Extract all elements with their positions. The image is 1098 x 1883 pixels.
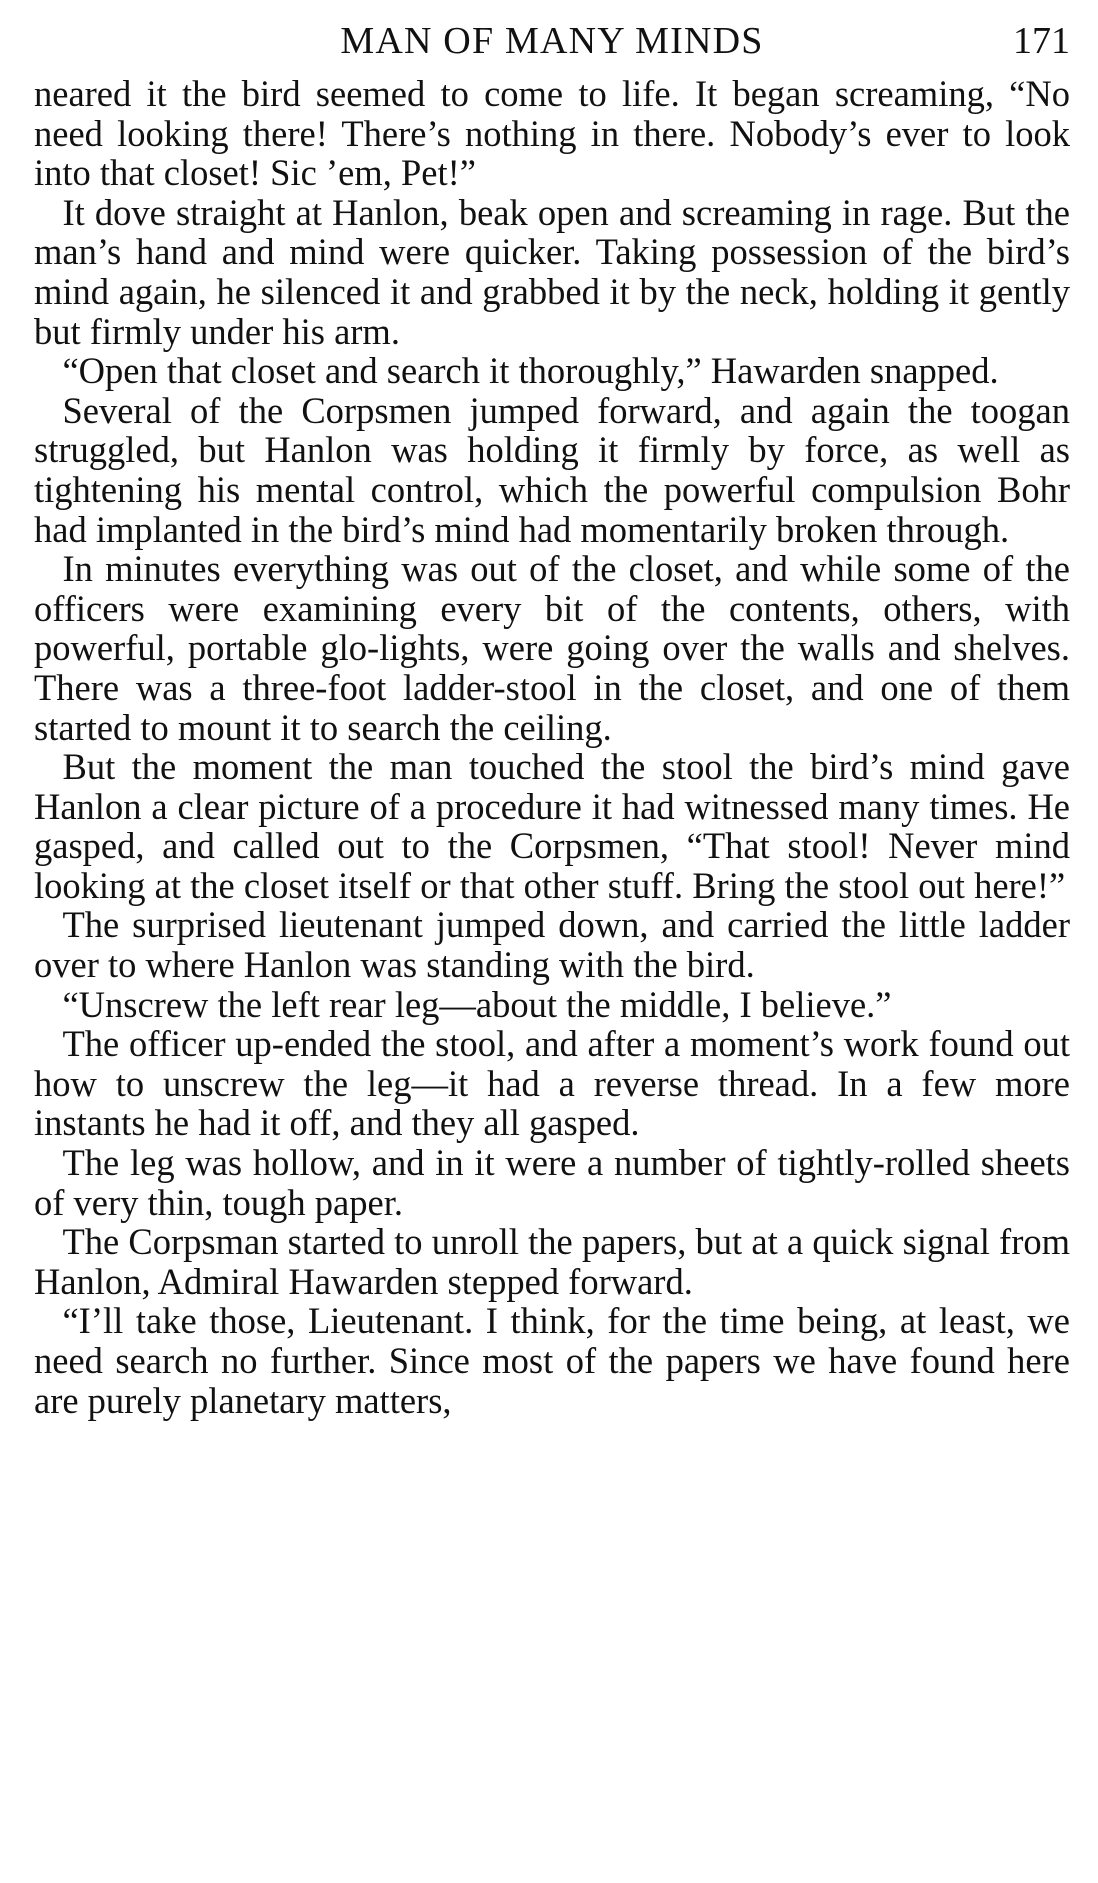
paragraph: But the moment the man touched the stool the bird’s mind gave Hanlon a clear picture of a procedure it had witnessed many times. He gasped, and called out to the Corpsmen, “That stool! Never mind looking at the closet itself or that other stuff. Bring the stool out here!” [34,746,1070,906]
paragraph: The Corpsman started to unroll the papers, but at a quick signal from Hanlon, Admiral Hawarden stepped forward. [34,1221,1070,1302]
paragraph: Several of the Corpsmen jumped forward, and again the toogan struggled, but Hanlon was holding it firmly by force, as well as tightening his mental control, which the powerful compulsion Bohr had implanted in the bird’s mind had momentarily broken through. [34,389,1070,550]
paragraph: In minutes everything was out of the closet, and while some of the officers were examining every bit of the contents, others, with powerful, portable glo-lights, were going over the walls and shelves. There was a three-foot ladder-stool in the closet, and one of them started to mount it to search the ceiling. [34,548,1070,748]
running-title: MAN OF MANY MINDS [340,20,764,62]
paragraph: The leg was hollow, and in it were a number of tightly-rolled sheets of very thin, tough paper. [34,1142,1070,1223]
paragraph: “Unscrew the left rear leg—about the middle, I believe.” [62,983,892,1025]
paragraph: The officer up-ended the stool, and after a moment’s work found out how to unscrew the leg—it had a reverse thread. In a few more instants he had it off, and they all gasped. [34,1023,1070,1144]
book-page [34,8,1070,1420]
paragraph: It dove straight at Hanlon, beak open and screaming in rage. But the man’s hand and mind were quicker. Taking possession of the bird’s mind again, he silenced it and grabbed it by the neck, holding it gently but firmly under his arm. [34,191,1070,352]
page-number: 171 [1013,20,1070,62]
paragraph: “I’ll take those, Lieutenant. I think, for the time being, at least, we need search no further. Since most of the papers we have found here are purely planetary matters, [34,1300,1070,1421]
running-header [34,8,1070,74]
paragraph: neared it the bird seemed to come to life. It began screaming, “No need looking there! There’s nothing in there. Nobody’s ever to look into that closet! Sic ’em, Pet!” [34,73,1070,194]
paragraph: The surprised lieutenant jumped down, and carried the little ladder over to where Hanlon was standing with the bird. [34,904,1070,986]
body-text [34,74,1070,1420]
paragraph: “Open that closet and search it thoroughly,” Hawarden snapped. [62,350,999,392]
